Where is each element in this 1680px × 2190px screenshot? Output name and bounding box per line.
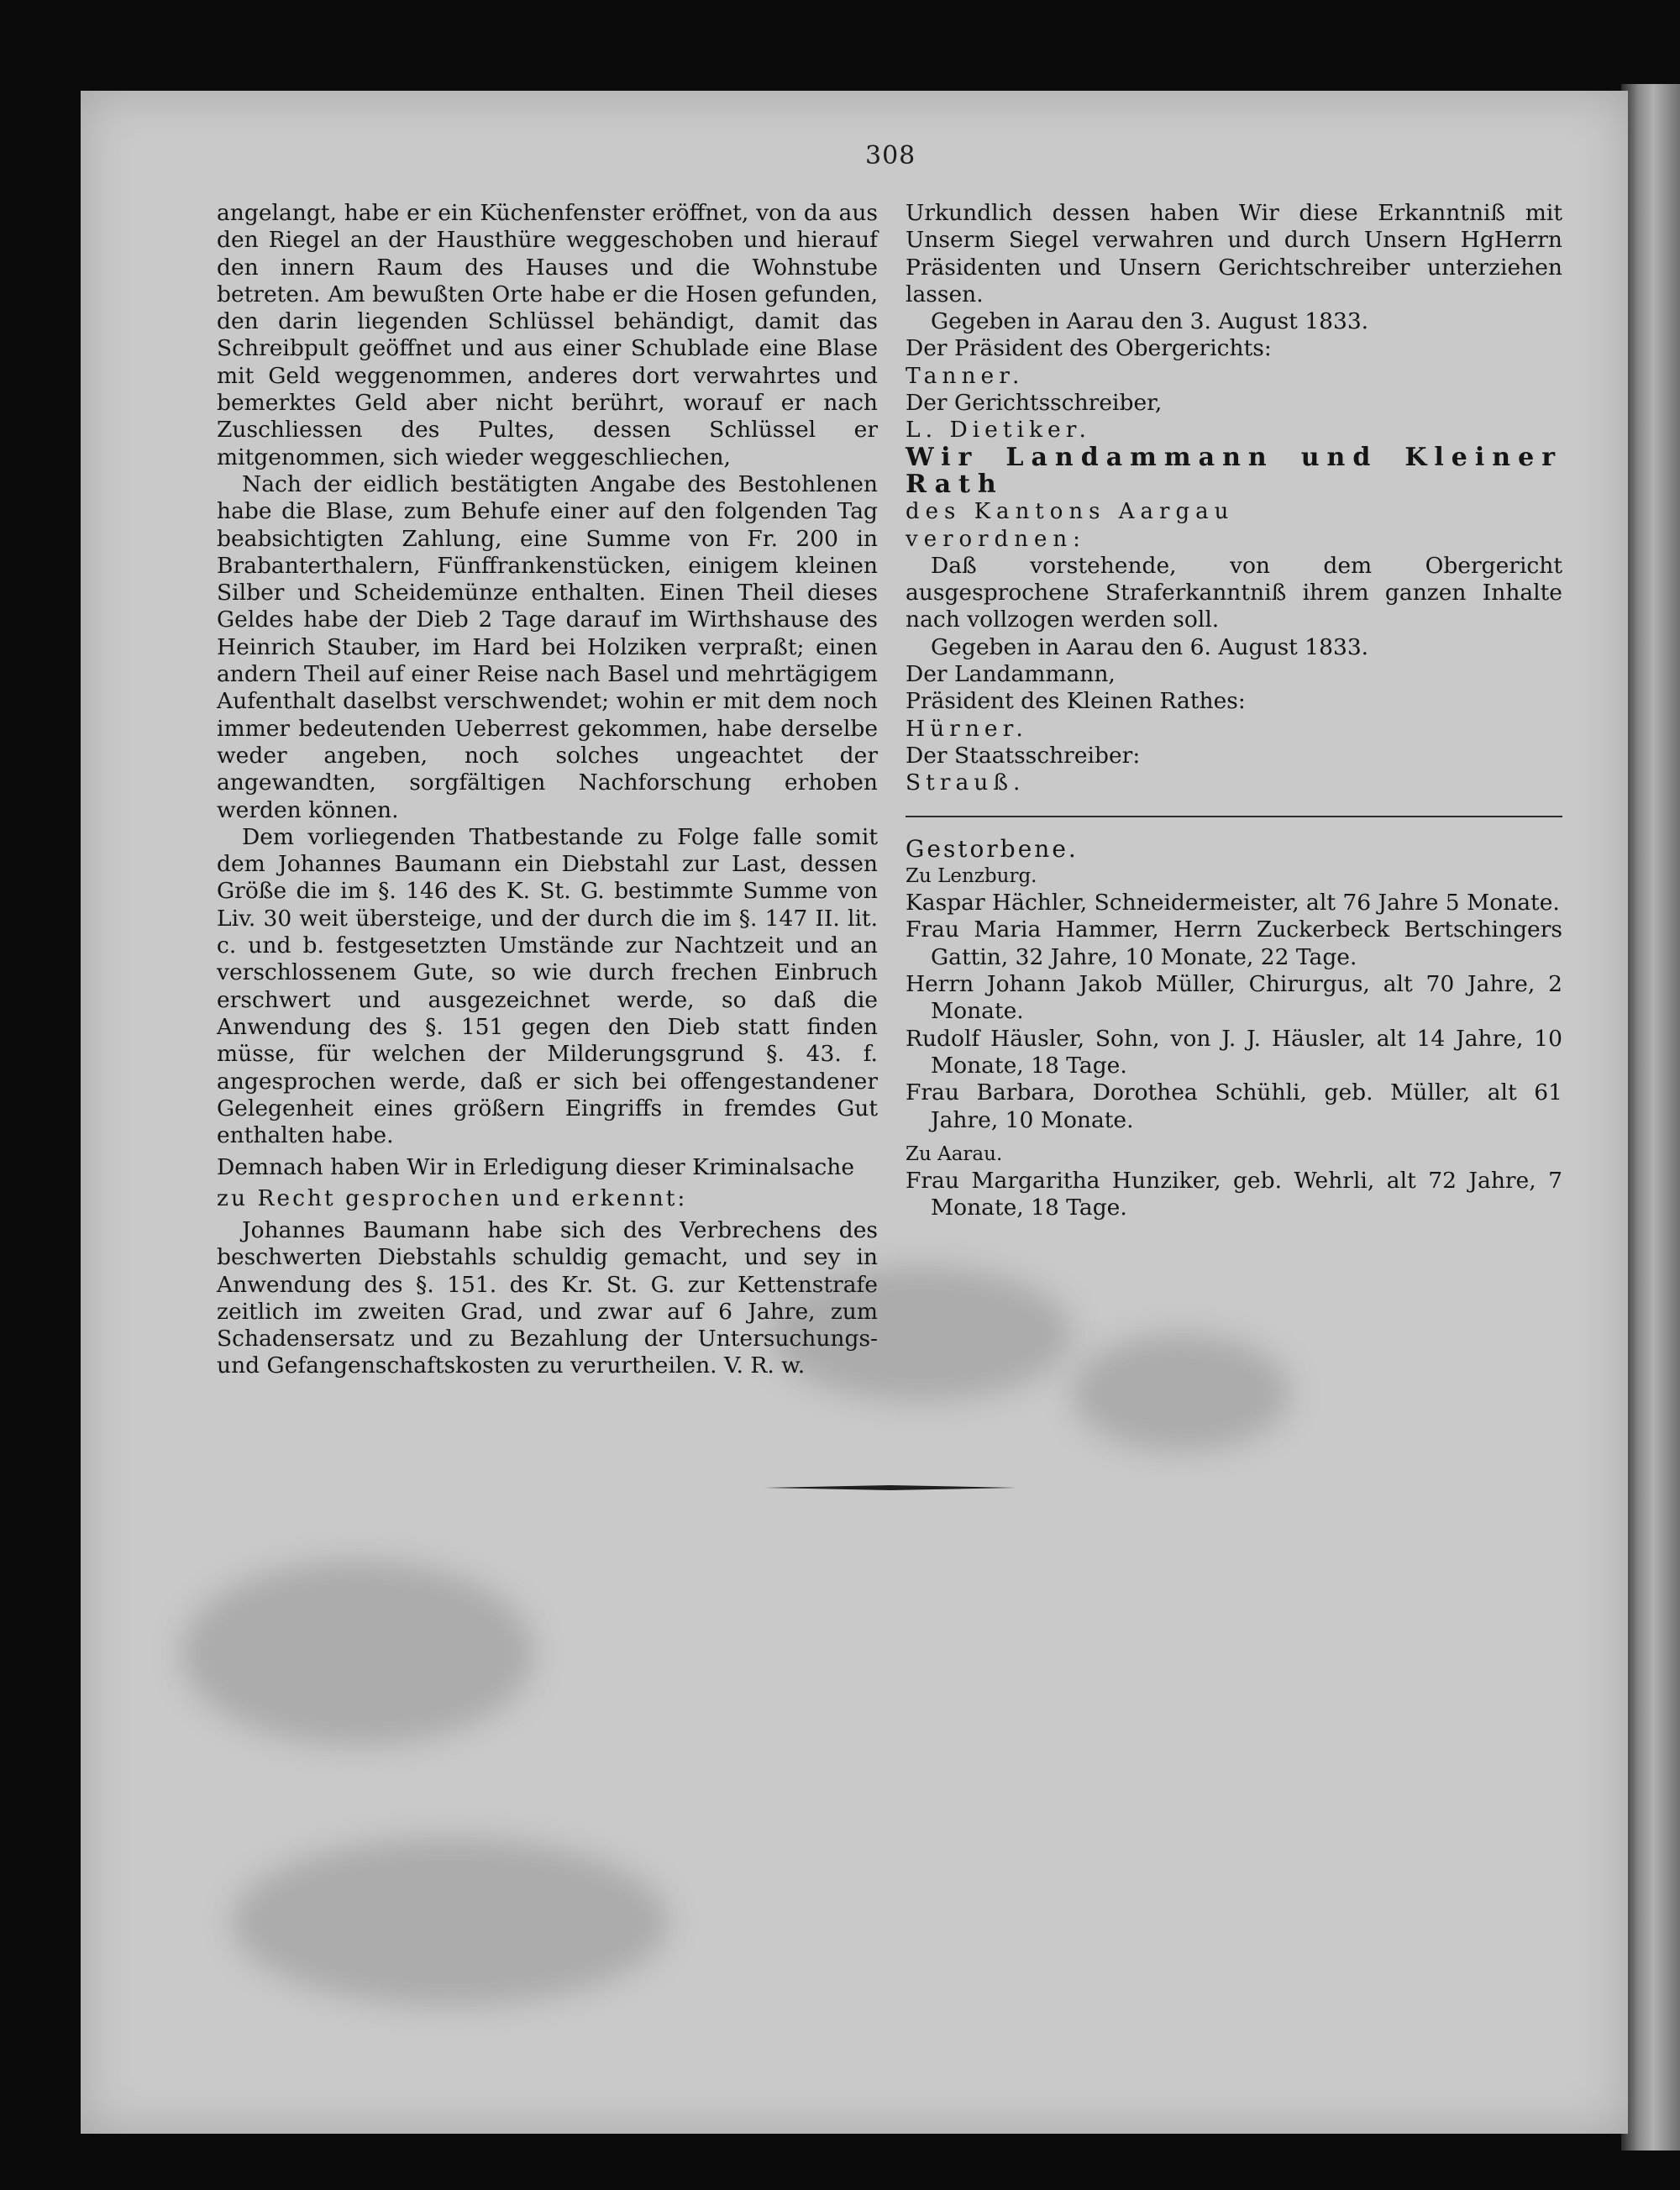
paper-stain	[1072, 1334, 1290, 1452]
signature-title: Der Staatsschreiber:	[906, 742, 1141, 769]
book-edge	[1621, 84, 1680, 2151]
left-column	[217, 200, 878, 1380]
verdict-text: Johannes Baumann habe sich des Verbrechens des beschwerten Diebstahls schuldig gemacht, und sey in Anwendung des §. 151. des Kr. St. G. zur Kettenstrafe zeitlich im zweiten Grad, und zwar auf 6 Jahre, zum Schadensersatz und zu Bezahlung der Untersuchungs- und Gefangenschaftskosten zu verurtheilen. V. R. w.	[217, 1216, 878, 1379]
paper-stain	[232, 1838, 669, 2006]
list-item: Kaspar Hächler, Schneidermeister, alt 76 Jahre 5 Monate.	[906, 890, 1560, 916]
urkund-text: Urkundlich dessen haben Wir diese Erkanntniß mit Unserm Siegel verwahren und durch Unsern HgHerrn Präsidenten und Unsern Gerichtschreiber unterziehen lassen.	[906, 200, 1562, 307]
list-item: Frau Margaritha Hunziker, geb. Wehrli, alt 72 Jahre, 7 Monate, 18 Tage.	[906, 1168, 1562, 1221]
signature-name: L. Dietiker.	[906, 417, 1091, 444]
death-list	[906, 1168, 1562, 1222]
paper-stain	[181, 1561, 534, 1746]
list-item: Herrn Johann Jakob Müller, Chirurgus, alt 70 Jahre, 2 Monate.	[906, 971, 1562, 1025]
signature-title: Präsident des Kleinen Rathes:	[906, 688, 1246, 715]
decree-heading: Wir Landammann und Kleiner Rath	[906, 442, 1562, 499]
signature-title: Der Gerichtsschreiber,	[906, 390, 1163, 417]
date-line: Gegeben in Aarau den 3. August 1833.	[931, 308, 1369, 335]
death-list	[906, 890, 1562, 1134]
place-heading: Zu Lenzburg.	[906, 864, 1037, 887]
paragraph: angelangt, habe er ein Küchenfenster eröffnet, von da aus den Riegel an der Hausthüre weggeschoben und hierauf den innern Raum des Hauses und die Wohnstube betreten. Am bewußten Orte habe er die Hosen gefunden, den darin liegenden Schlüssel behändigt, damit das Schreibpult geöffnet und aus einer Schublade eine Blase mit Geld weggenommen, anderes dort verwahrtes und bemerktes Geld aber nicht berührt, worauf er nach Zuschliessen des Pultes, dessen Schlüssel er mitgenommen, sich wieder weggeschliechen,	[217, 200, 878, 470]
list-item: Frau Barbara, Dorothea Schühli, geb. Müller, alt 61 Jahre, 10 Monate.	[906, 1079, 1562, 1133]
signature-title: Der Präsident des Obergerichts:	[906, 335, 1272, 362]
signature-name: Hürner.	[906, 715, 1028, 742]
signature-name: Tanner.	[906, 362, 1025, 389]
signature-name: Strauß.	[906, 769, 1026, 796]
section-divider	[906, 816, 1562, 817]
end-ornament	[764, 1484, 1016, 1491]
decree-subheading: des Kantons Aargau	[906, 499, 1235, 525]
decree-text: Daß vorstehende, von dem Obergericht ausgesprochene Straferkanntniß ihrem ganzen Inhalte nach vollzogen werden soll.	[906, 552, 1562, 633]
date-line: Gegeben in Aarau den 6. August 1833.	[931, 633, 1369, 660]
right-column	[906, 200, 1562, 1222]
verdict-heading: zu Recht gesprochen und erkennt:	[217, 1184, 688, 1211]
page-number: 308	[865, 141, 916, 171]
paragraph: Nach der eidlich bestätigten Angabe des Bestohlenen habe die Blase, zum Behufe einer auf den folgenden Tag beabsichtigten Zahlung, eine Summe von Fr. 200 in Brabanterthalern, Fünffrankenstücken, einigem kleinen Silber und Scheidemünze enthalten. Einen Theil dieses Geldes habe der Dieb 2 Tage darauf im Wirthshause des Heinrich Stauber, im Hard bei Holziken verpraßt; einen andern Theil auf einer Reise nach Basel und mehrtägigem Aufenthalt daselbst verschwendet; wohin er mit dem noch immer bedeutenden Ueberrest gekommen, habe derselbe weder angeben, noch solches ungeachtet der angewandten, sorgfältigen Nachforschung erhoben werden können.	[217, 470, 878, 823]
decree-verb: verordnen:	[906, 526, 1086, 552]
place-heading: Zu Aarau.	[906, 1142, 1003, 1165]
signature-title: Der Landammann,	[906, 661, 1116, 688]
demnach-line: Demnach haben Wir in Erledigung dieser Kriminalsache	[217, 1154, 855, 1181]
paragraph: Dem vorliegenden Thatbestande zu Folge falle somit dem Johannes Baumann ein Diebstahl zur Last, dessen Größe die im §. 146 des K. St. G. bestimmte Summe von Liv. 30 weit übersteige, und der durch die im §. 147 II. lit. c. und b. festgesetzten Umstände zur Nachtzeit und an verschlossenem Gute, so wie durch frechen Einbruch erschwert und ausgezeichnet werde, so daß die Anwendung des §. 151 gegen den Dieb statt finden müsse, für welchen der Milderungsgrund §. 43. f. angesprochen werde, daß er sich bei offengestandener Gelegenheit eines größern Eingriffs in fremdes Gut enthalten habe.	[217, 823, 878, 1149]
list-item: Frau Maria Hammer, Herrn Zuckerbeck Bertschingers Gattin, 32 Jahre, 10 Monate, 22 Tage.	[906, 916, 1562, 970]
list-item: Rudolf Häusler, Sohn, von J. J. Häusler, alt 14 Jahre, 10 Monate, 18 Tage.	[906, 1025, 1562, 1079]
deaths-heading: Gestorbene.	[906, 834, 1079, 863]
